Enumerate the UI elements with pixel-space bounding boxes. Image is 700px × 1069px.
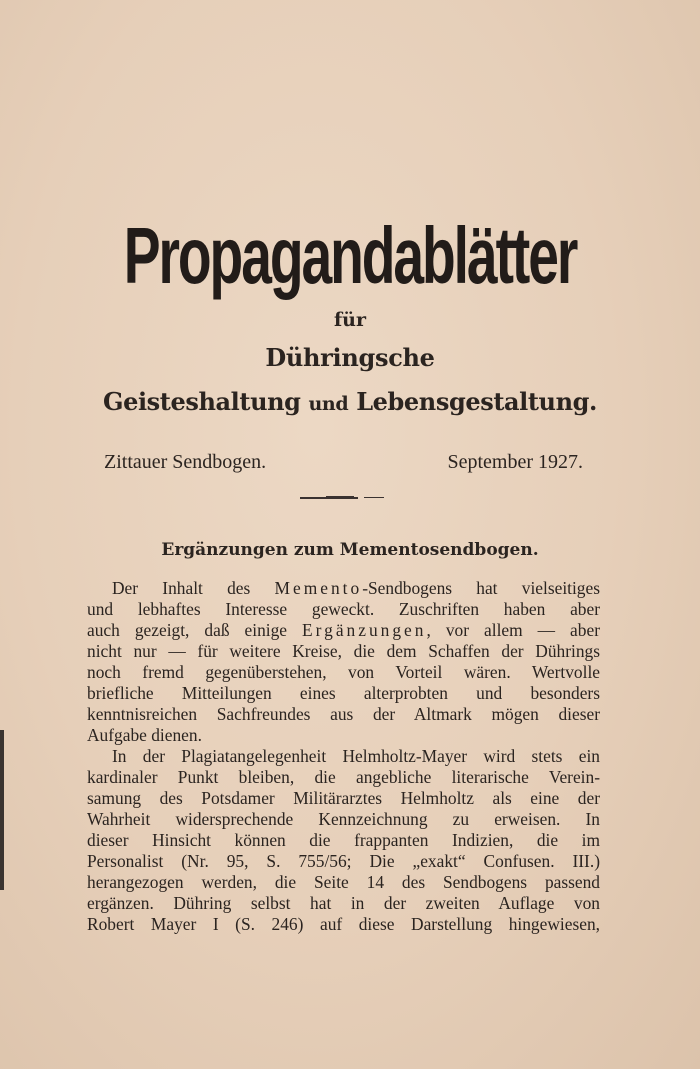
title-connector: für <box>334 309 366 331</box>
document-title: Propagandablätter <box>123 211 577 300</box>
paragraph-2-line: kardinaler Punkt bleiben, die angebliche literarische Verein- <box>87 767 600 787</box>
paragraph-2-line: In der Plagiatangelegenheit Helmholtz-Mayer wird stets ein <box>112 746 600 766</box>
decorative-rule-center <box>326 496 354 499</box>
paragraph-2-line: samung des Potsdamer Militärarztes Helmholtz als eine der <box>87 788 600 808</box>
paragraph-1-line: briefliche Mitteilungen eines alterprobten und besonders <box>87 683 600 703</box>
paragraph-2-line: dieser Hinsicht können die frappanten Indizien, die im <box>87 830 600 850</box>
page-edge-shadow <box>0 730 4 890</box>
publication-place: Zittauer Sendbogen. <box>104 451 267 473</box>
paragraph-1-line: Aufgabe dienen. <box>87 725 202 745</box>
subtitle-word-und: und <box>308 393 349 415</box>
paragraph-1-line: auch gezeigt, daß einige Ergänzungen, vor allem — aber <box>87 620 600 640</box>
paragraph-2-line: Robert Mayer I (S. 246) auf diese Darstellung hingewiesen, <box>87 914 600 934</box>
paragraph-2-line: Personalist (Nr. 95, S. 755/56; Die „exakt“ Confusen. III.) <box>87 851 600 871</box>
paragraph-2-line: Wahrheit widersprechende Kennzeichnung zu erweisen. In <box>87 809 600 829</box>
subtitle-word-lebensgestaltung: Lebensgestaltung. <box>356 387 597 416</box>
paragraph-1-line: Der Inhalt des Memento-Sendbogens hat vielseitiges <box>112 578 600 598</box>
paragraph-2-line: herangezogen werden, die Seite 14 des Sendbogens passend <box>87 872 600 892</box>
decorative-rule-tail <box>364 497 384 498</box>
paragraph-1-line: noch fremd gegenüberstehen, von Vorteil wären. Wertvolle <box>87 662 600 682</box>
article-body <box>87 578 600 935</box>
subtitle-line-2 <box>0 387 700 416</box>
paragraph-1-line: kenntnisreichen Sachfreundes aus der Altmark mögen dieser <box>87 704 600 724</box>
subtitle-line-1: Dühringsche <box>265 343 435 372</box>
article-title: Ergänzungen zum Mementosendbogen. <box>161 540 539 560</box>
paragraph-1-line: nicht nur — für weitere Kreise, die dem Schaffen der Dührings <box>87 641 600 661</box>
paragraph-1-line: und lebhaftes Interesse geweckt. Zuschriften haben aber <box>87 599 600 619</box>
paragraph-2-line: ergänzen. Dühring selbst hat in der zweiten Auflage von <box>87 893 600 913</box>
subtitle-word-geisteshaltung: Geisteshaltung <box>103 387 301 416</box>
publication-date: September 1927. <box>447 451 583 473</box>
